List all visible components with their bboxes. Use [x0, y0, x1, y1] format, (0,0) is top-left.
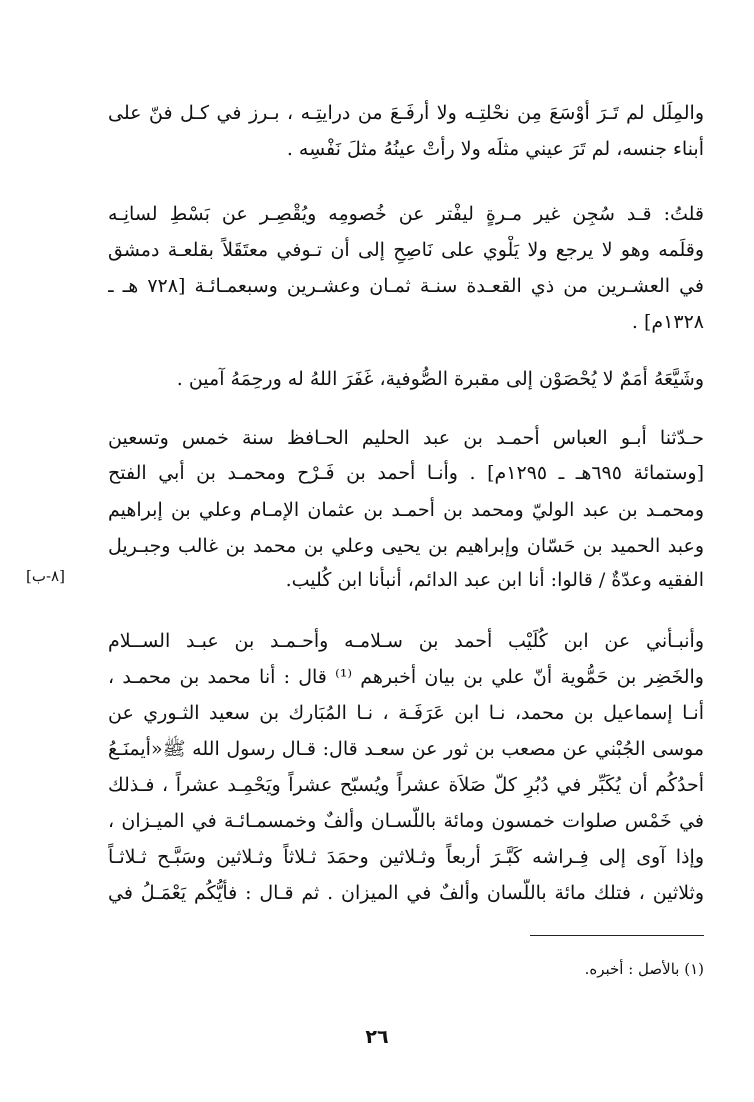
text-line: قلتُ: قـد سُجِن غير مـرةٍ ليفْتر عن خُصومِه ويُقْصِـر عن بَسْطِ لسانِـه [108, 203, 704, 225]
text-line: أنـا إسماعيل بن محمد، نـا ابن عَرَفَـة ، نـا المُبَارك بن سعيد الثـوري عن [108, 702, 704, 724]
margin-folio-note: [٨-ب] [26, 567, 65, 585]
text-line: موسى الجُبْني عن مصعب بن ثور عن سعـد قال: قـال رسول الله ﷺ«أيمنَـعُ [108, 738, 704, 760]
text-line: وإذا آوى إلى فِـراشه كَبَّـرَ أربعاً وثـلاثين وحمَدَ ثـلاثاً وثـلاثين وسَبَّـح ثـلاثـاً [108, 846, 704, 868]
footnote: (١) بالأصل : أخبره. [584, 960, 704, 978]
text-line: أحدُكُم أن يُكَبِّر في دُبُرِ كلّ صَلاَة عشراً ويُسبّح عشراً ويَحْمِـد عشراً ، فـذلك [108, 774, 704, 796]
text-line: وشَيَّعَهُ أُمَمٌ لا يُحْصَوْن إلى مقبرة الصُّوفية، غَفَرَ اللهُ له ورحِمَهُ آمين . [176, 368, 704, 390]
text-line: والمِلَل لم تَـرَ أَوْسَعَ مِن نحْلتِـه ولا أرفَـعَ من درايتِـه ، بـرز في كـل فنّ على [108, 102, 704, 124]
footnote-divider [530, 935, 704, 936]
page-number: ٢٦ [365, 1026, 389, 1048]
text-line: أبناء جنسه، لم تَرَ عيني مثلَه ولا رأتْ عينُهُ مثلَ نَفْسِه . [286, 138, 704, 160]
text-line: [وستمائة ٦٩٥هـ ـ ١٢٩٥م] . وأنـا أحمد بن فَـرْح ومحمـد بن أبي الفتح [108, 462, 704, 484]
text-line: حـدّثنا أبـو العباس أحمـد بن عبد الحليم الحـافظ سنة خمس وتسعين [108, 427, 704, 449]
text-line: ومحمـد بن عبد الوليّ ومحمد بن أحمـد بن عثمان الإمـام وعلي بن إبراهيم [108, 499, 704, 521]
text-line: وعبد الحميد بن حَسّان وإبراهيم بن يحيى وعلي بن محمد بن غالب وجبـريل [108, 535, 704, 557]
text-line: في العشـرين من ذي القعـدة سنـة ثمـان وعشـرين وسبعمـائـة [٧٢٨ هـ ـ [108, 275, 704, 297]
text-line: في خَمْس صلوات خمسون ومائة باللّسـان وألفٌ وخمسمـائـة في الميـزان ، [108, 810, 704, 832]
text-line: ١٣٢٨م] . [631, 311, 704, 333]
text-line: الفقيه وعدّةٌ / قالوا: أنا ابن عبد الدائم، أنبأنا ابن كُليب. [285, 569, 704, 591]
text-line: وثلاثين ، فتلك مائة باللّسان وألفٌ في الميزان . ثم قـال : فأيُّكُم يَعْمَـلُ في [108, 882, 704, 904]
text-line: والخَضِر بن حَمُّوية أنّ علي بن بيان أخبرهم ⁽¹⁾ قال : أنا محمد بن محمـد ، [108, 666, 704, 688]
text-line: وأنبـأني عن ابن كُلَيْب أحمد بن سـلامـه وأحـمـد بن عبـد الســلام [108, 630, 704, 652]
text-line: وقلَمه وهو لا يرجع ولا يَلْوي على نَاصِحٍ إلى أن تـوفي معتَقَلاً بقلعـة دمشق [108, 239, 704, 261]
